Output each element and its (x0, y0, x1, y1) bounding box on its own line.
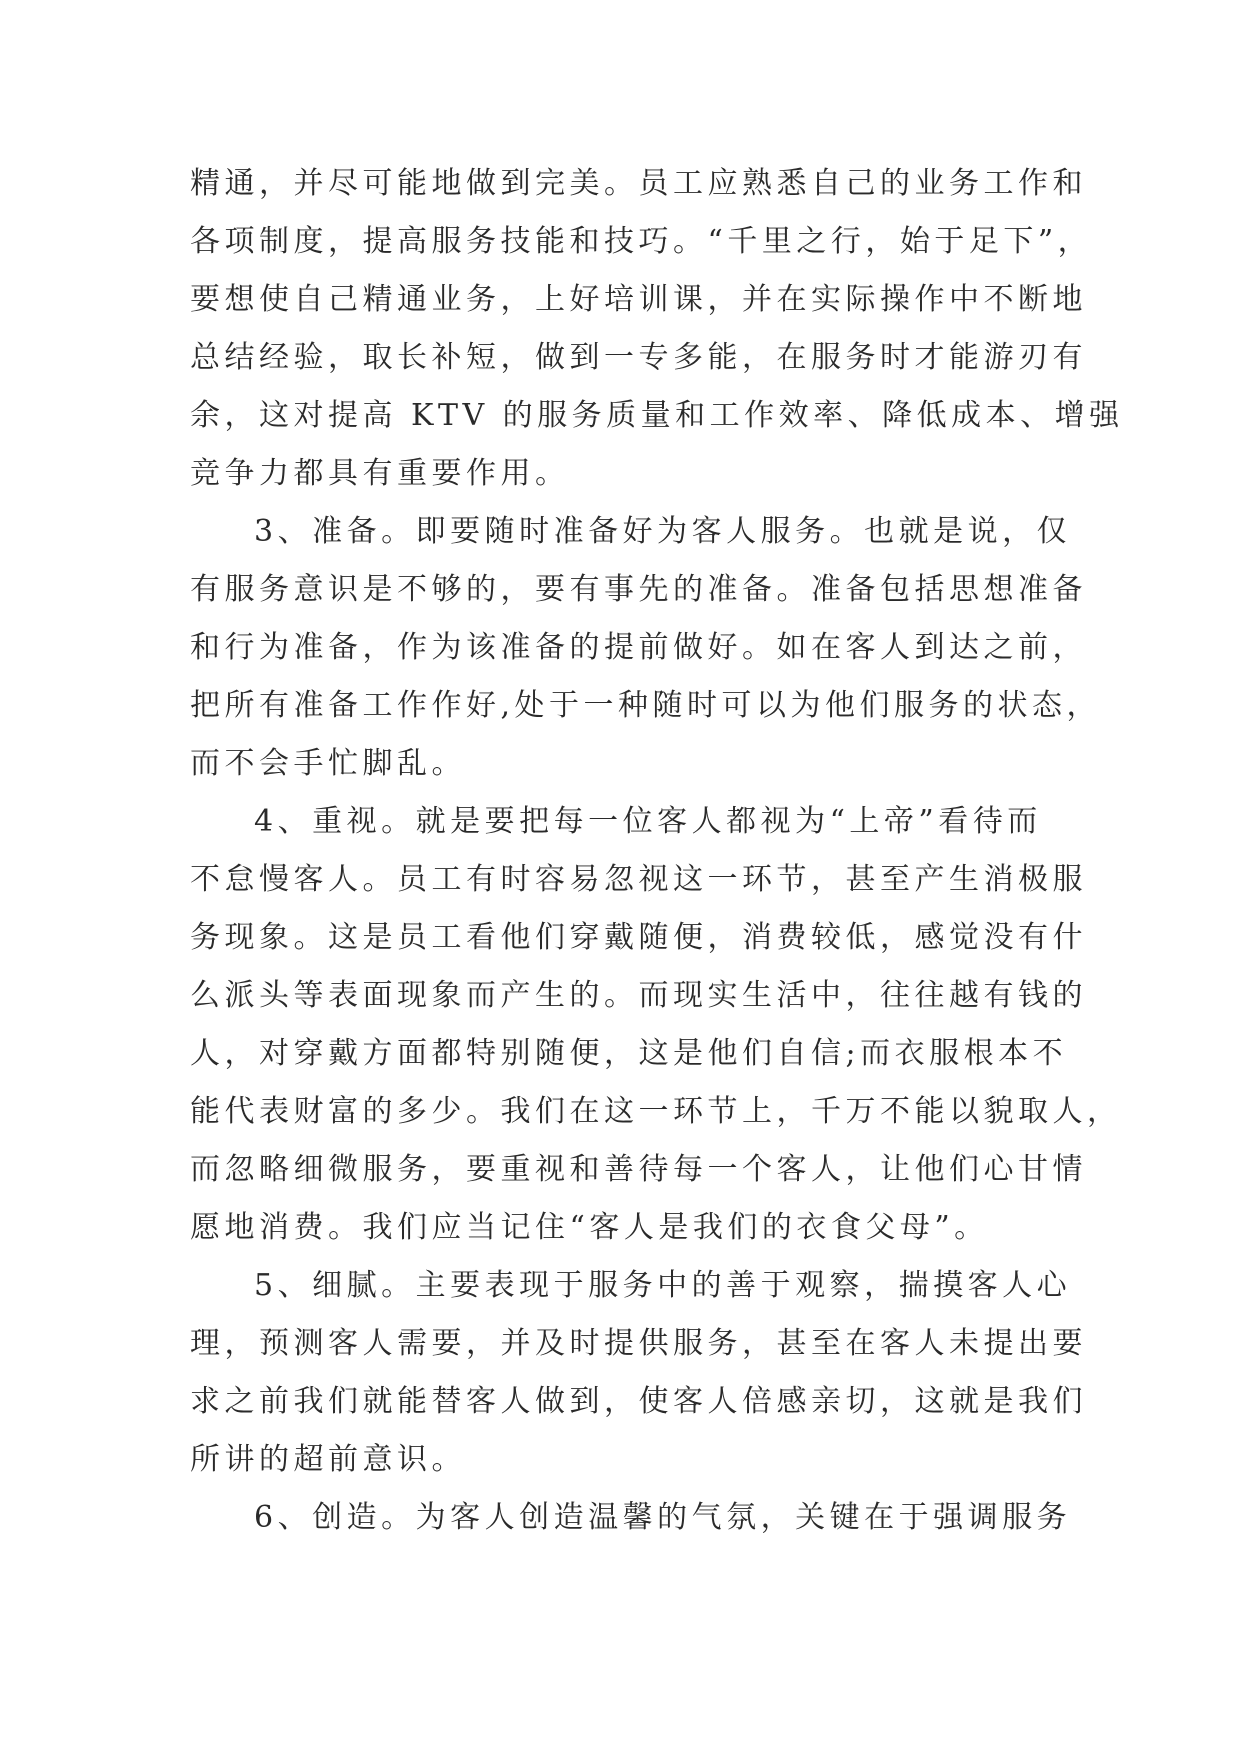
text-line: 6、创造。为客人创造温馨的气氛，关键在于强调服务 (254, 1500, 1072, 1535)
text-line: 把所有准备工作作好,处于一种随时可以为他们服务的状态， (190, 688, 1102, 723)
paragraph-continuation (190, 155, 1124, 503)
text-line: 竞争力都具有重要作用。 (190, 456, 570, 491)
text-line: 3、准备。即要随时准备好为客人服务。也就是说，仅 (254, 514, 1072, 549)
text-line: 有服务意识是不够的，要有事先的准备。准备包括思想准备 (190, 572, 1087, 607)
text-line: 理，预测客人需要，并及时提供服务，甚至在客人未提出要 (190, 1326, 1087, 1361)
text-line: 要想使自己精通业务，上好培训课，并在实际操作中不断地 (190, 282, 1087, 317)
text-line: 精通，并尽可能地做到完美。员工应熟悉自己的业务工作和 (190, 166, 1087, 201)
paragraph-item-4 (190, 793, 1122, 1257)
text-line: 求之前我们就能替客人做到，使客人倍感亲切，这就是我们 (190, 1384, 1087, 1419)
paragraph-item-6 (190, 1489, 1072, 1547)
paragraph-item-3 (190, 503, 1102, 793)
text-line: 所讲的超前意识。 (190, 1442, 466, 1477)
text-line: 愿地消费。我们应当记住“客人是我们的衣食父母”。 (190, 1210, 989, 1245)
text-line: 而忽略细微服务，要重视和善待每一个客人，让他们心甘情 (190, 1152, 1087, 1187)
document-body (190, 155, 1124, 1547)
text-line: 4、重视。就是要把每一位客人都视为“上帝”看待而 (254, 804, 1042, 839)
text-line: 余，这对提高 KTV 的服务质量和工作效率、降低成本、增强 (190, 398, 1124, 433)
text-line: 而不会手忙脚乱。 (190, 746, 466, 781)
text-line: 各项制度，提高服务技能和技巧。“千里之行，始于足下”， (190, 224, 1093, 259)
text-line: 和行为准备，作为该准备的提前做好。如在客人到达之前， (190, 630, 1087, 665)
text-line: 总结经验，取长补短，做到一专多能，在服务时才能游刃有 (190, 340, 1087, 375)
text-line: 5、细腻。主要表现于服务中的善于观察，揣摸客人心 (254, 1268, 1072, 1303)
text-line: 务现象。这是员工看他们穿戴随便，消费较低，感觉没有什 (190, 920, 1087, 955)
text-line: 能代表财富的多少。我们在这一环节上，千万不能以貌取人， (190, 1094, 1122, 1129)
text-line: 人，对穿戴方面都特别随便，这是他们自信;而衣服根本不 (190, 1036, 1068, 1071)
text-line: 不怠慢客人。员工有时容易忽视这一环节，甚至产生消极服 (190, 862, 1087, 897)
text-line: 么派头等表面现象而产生的。而现实生活中，往往越有钱的 (190, 978, 1087, 1013)
paragraph-item-5 (190, 1257, 1087, 1489)
